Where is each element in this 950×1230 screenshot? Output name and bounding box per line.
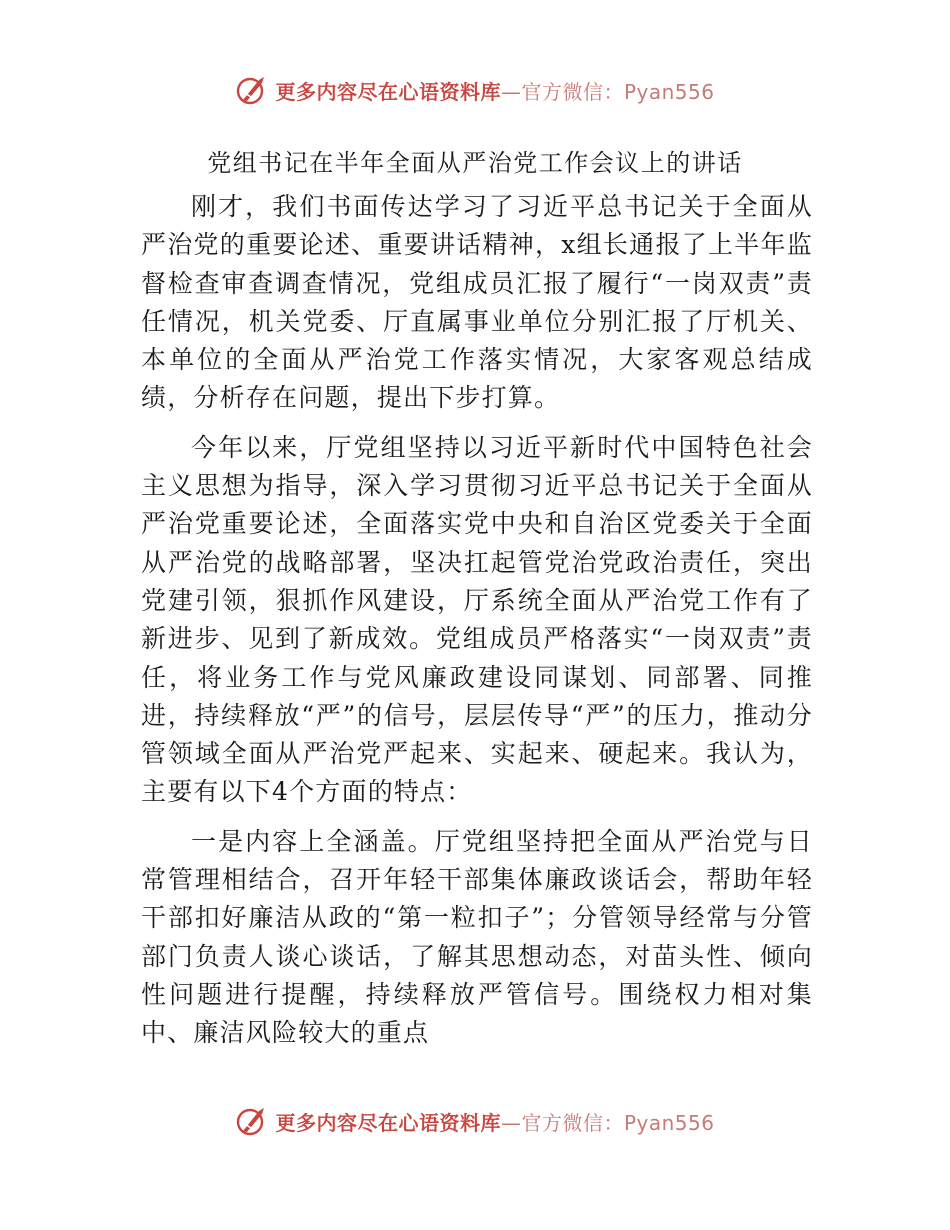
document-title: 党组书记在半年全面从严治党工作会议上的讲话 [207, 149, 743, 177]
footer-watermark [0, 1101, 950, 1141]
paragraph-1: 刚才，我们书面传达学习了习近平总书记关于全面从严治党的重要论述、重要讲话精神，x组长通报了上半年监督检查审查调查情况，党组成员汇报了履行“一岗双责”责任情况，机关党委、厅直属事业单位分别汇报了厅机关、本单位的全面从严治党工作落实情况，大家客观总结成绩，分析存在问题，提出下步打算。 [141, 192, 813, 413]
watermark-main-text: 更多内容尽在心语资料库 [275, 1110, 501, 1135]
header-watermark [0, 70, 950, 110]
paragraph-3: 一是内容上全涵盖。厅党组坚持把全面从严治党与日常管理相结合，召开年轻干部集体廉政谈话会，帮助年轻干部扣好廉洁从政的“第一粒扣子”；分管领导经常与分管部门负责人谈心谈话，了解其思想动态，对苗头性、倾向性问题进行提醒，持续释放严管信号。围绕权力相对集中、廉洁风险较大的重点 [141, 826, 813, 1048]
quill-logo-icon [235, 1104, 269, 1138]
quill-logo-icon [235, 73, 269, 107]
watermark-text [275, 1107, 714, 1136]
watermark-text [275, 76, 714, 105]
document-body [141, 188, 813, 1064]
watermark-main-text: 更多内容尽在心语资料库 [275, 79, 501, 104]
watermark-wechat-text: —官方微信：Pyan556 [500, 79, 715, 104]
paragraph-2: 今年以来，厅党组坚持以习近平新时代中国特色社会主义思想为指导，深入学习贯彻习近平总书记关于全面从严治党重要论述，全面落实党中央和自治区党委关于全面从严治党的战略部署，坚决扛起管党治党政治责任，突出党建引领，狠抓作风建设，厅系统全面从严治党工作有了新进步、见到了新成效。党组成员严格落实“一岗双责”责任，将业务工作与党风廉政建设同谋划、同部署、同推进，持续释放“严”的信号，层层传导“严”的压力，推动分管领域全面从严治党严起来、实起来、硬起来。我认为，主要有以下4个方面的特点： [141, 432, 813, 807]
watermark-wechat-text: —官方微信：Pyan556 [500, 1110, 715, 1135]
